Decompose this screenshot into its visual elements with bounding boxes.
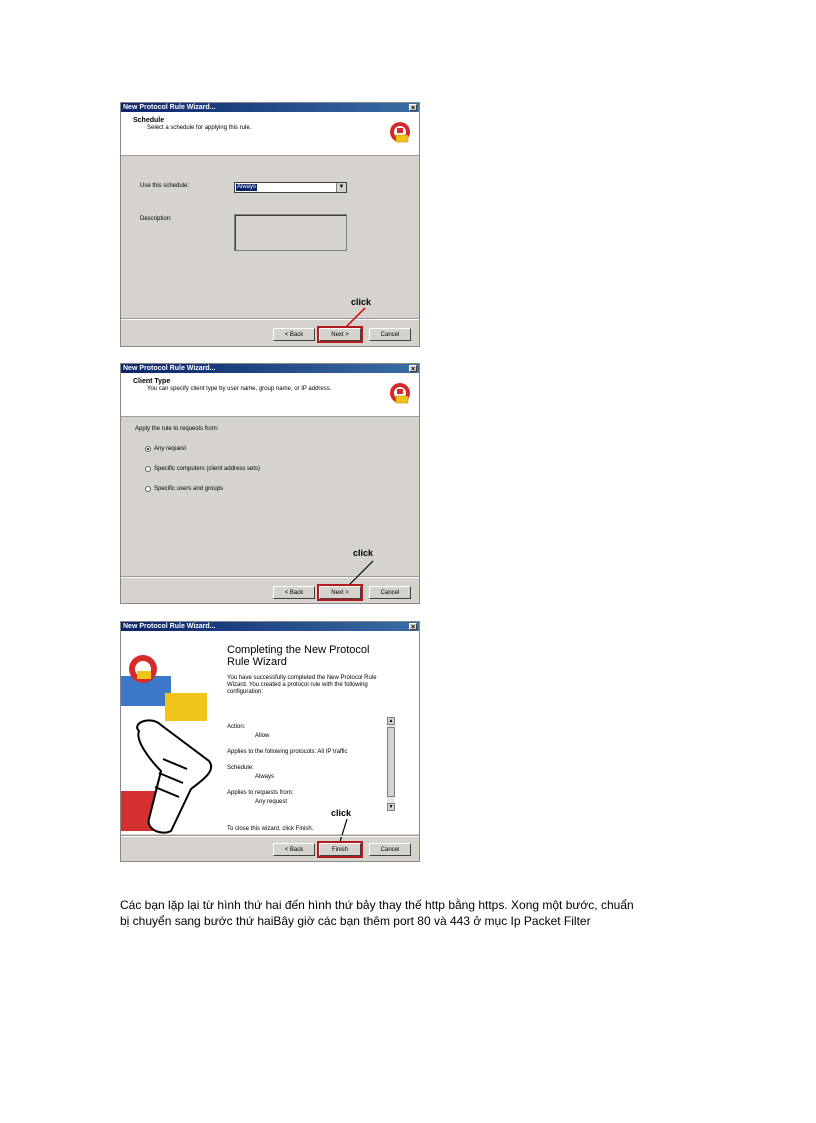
window-title: New Protocol Rule Wizard... [123, 365, 216, 372]
window-title: New Protocol Rule Wizard... [123, 104, 216, 111]
completion-intro [227, 675, 377, 696]
description-box [234, 214, 347, 251]
close-hint: To close this wizard, click Finish. [227, 826, 314, 832]
isa-server-logo-icon [387, 119, 413, 145]
wizard-scroll-graphic-icon [121, 631, 221, 834]
instruction-line-2: bị chuyển sang bước thứ haiBây giờ các bạn thêm port 80 và 443 ở mục Ip Packet Filter [120, 914, 591, 928]
vertical-scrollbar[interactable] [387, 717, 395, 811]
close-button[interactable]: × [410, 624, 416, 631]
wizard-header [121, 112, 419, 156]
option-specific-users-label[interactable]: Specific users and groups [154, 486, 224, 492]
radio-specific-users[interactable] [145, 486, 151, 492]
close-button[interactable]: × [410, 105, 416, 112]
heading-line-1: Completing the New Protocol [227, 644, 370, 656]
title-bar [121, 622, 419, 631]
wizard-body [121, 417, 419, 605]
summary-schedule-label: Schedule: [227, 765, 254, 771]
wizard-body [121, 156, 419, 348]
completing-wizard-dialog [120, 621, 420, 862]
scroll-thumb[interactable] [387, 727, 395, 797]
summary-requests-label: Applies to requests from: [227, 790, 294, 796]
apply-label: Apply the rule to requests from: [135, 426, 219, 432]
schedule-dropdown[interactable] [234, 182, 347, 193]
instruction-paragraph [120, 897, 720, 929]
finish-button[interactable]: Finish [319, 843, 361, 856]
schedule-label: Use this schedule: [140, 183, 190, 189]
page-subtitle: You can specify client type by user name, group name, or IP address. [147, 386, 332, 392]
summary-action-label: Action: [227, 724, 246, 730]
back-button[interactable]: < Back [273, 843, 315, 856]
title-bar [121, 103, 419, 112]
option-any-request-label[interactable]: Any request [154, 446, 187, 452]
radio-any-request[interactable] [145, 446, 151, 452]
cancel-button[interactable]: Cancel [369, 586, 411, 599]
scroll-down-icon[interactable]: ▼ [388, 804, 394, 810]
intro-line: configuration: [227, 689, 264, 695]
chevron-down-icon[interactable]: ▼ [336, 183, 346, 192]
intro-line: Wizard. You created a protocol rule with the following [227, 682, 368, 688]
summary-listbox[interactable] [227, 709, 397, 812]
completion-heading [227, 644, 369, 668]
option-specific-computers-label[interactable]: Specific computers (client address sets) [154, 466, 261, 472]
page-title: Client Type [133, 378, 171, 385]
click-callout: click [353, 548, 374, 558]
schedule-wizard-dialog [120, 102, 420, 347]
summary-schedule-value: Always [255, 774, 275, 780]
next-button[interactable]: Next > [319, 586, 361, 599]
cancel-button[interactable]: Cancel [369, 843, 411, 856]
radio-specific-computers[interactable] [145, 466, 151, 472]
client-type-wizard-dialog [120, 363, 420, 604]
close-button[interactable]: × [410, 366, 416, 373]
description-label: Description: [140, 216, 172, 222]
back-button[interactable]: < Back [273, 586, 315, 599]
page-subtitle: Select a schedule for applying this rule. [147, 125, 252, 131]
cancel-button[interactable]: Cancel [369, 328, 411, 341]
heading-line-2: Rule Wizard [227, 656, 287, 668]
instruction-line-1: Các bạn lặp lại từ hình thứ hai đến hình thứ bảy thay thế http bằng https. Xong một bước, chuẩn [120, 898, 634, 912]
intro-line: You have successfully completed the New Protocol Rule [227, 675, 377, 681]
page-title: Schedule [133, 117, 165, 124]
window-title: New Protocol Rule Wizard... [123, 623, 216, 630]
next-button[interactable]: Next > [319, 328, 361, 341]
summary-action-value: Allow [255, 733, 270, 739]
scroll-up-icon[interactable]: ▲ [388, 718, 394, 724]
click-callout: click [351, 297, 372, 307]
isa-server-logo-icon [387, 380, 413, 406]
wizard-main [121, 631, 419, 834]
summary-protocols-label: Applies to the following protocols: All IP traffic [227, 749, 348, 755]
button-separator [121, 835, 419, 837]
title-bar [121, 364, 419, 373]
click-callout: click [331, 808, 352, 818]
schedule-selected-value: Always [237, 184, 257, 190]
back-button[interactable]: < Back [273, 328, 315, 341]
summary-requests-value: Any request [255, 799, 288, 805]
wizard-header [121, 373, 419, 417]
